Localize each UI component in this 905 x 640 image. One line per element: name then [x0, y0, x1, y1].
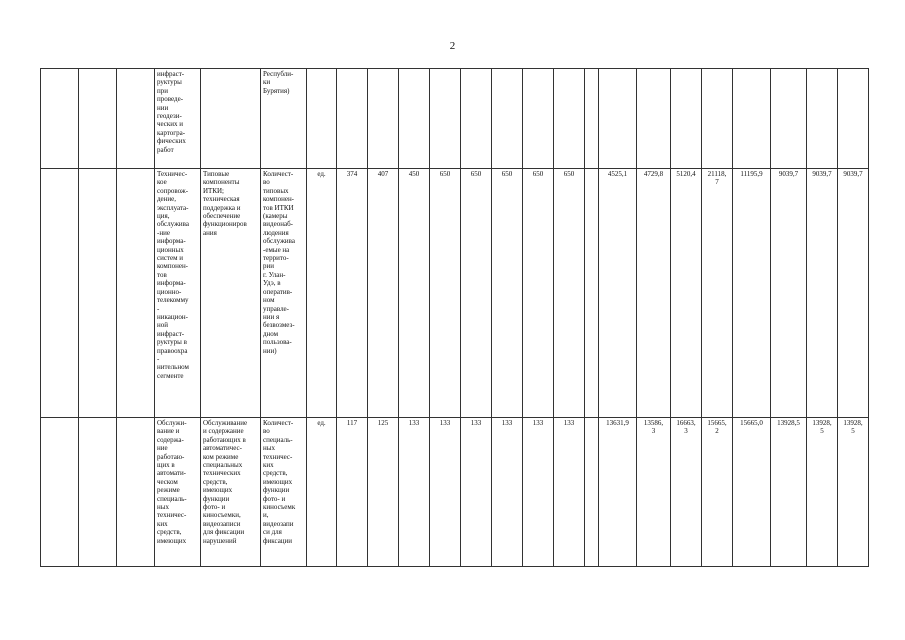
- value-cell: 13928, 5: [838, 418, 869, 567]
- value-cell: [585, 418, 599, 567]
- value-cell: [637, 69, 671, 169]
- empty-cell: [41, 169, 79, 418]
- value-cell: 4729,8: [637, 169, 671, 418]
- value-cell: [585, 69, 599, 169]
- value-cell: [702, 69, 733, 169]
- indicator-name-cell: Количест- во типовых компонен- тов ИТКИ (камеры видеонаб- людения обслужива -емые на террито- рии г. Улан- Удэ, в оператив- ном управле- нии я безвозмез- дном пользова- нии): [261, 169, 307, 418]
- value-cell: [733, 69, 771, 169]
- table-row: [41, 69, 869, 169]
- value-cell: 9039,7: [838, 169, 869, 418]
- value-cell: 117: [337, 418, 368, 567]
- value-cell: 5120,4: [671, 169, 702, 418]
- value-cell: 11195,9: [733, 169, 771, 418]
- empty-cell: [79, 169, 117, 418]
- value-cell: 9039,7: [771, 169, 807, 418]
- value-cell: [399, 69, 430, 169]
- value-cell: 13928, 5: [807, 418, 838, 567]
- indicator-name-cell: Количест- во специаль- ных техничес- ких средств, имеющих функции фото- и киносъемк и, видеозапи си для фиксации: [261, 418, 307, 567]
- empty-cell: [79, 418, 117, 567]
- page-number: 2: [449, 40, 456, 52]
- value-cell: [368, 69, 399, 169]
- value-cell: 650: [461, 169, 492, 418]
- empty-cell: [117, 418, 155, 567]
- activity-name-cell: инфраст- руктуры при проведе- нии геодези- ческих и картогра- фических работ: [155, 69, 201, 169]
- empty-cell: [41, 69, 79, 169]
- value-cell: 133: [554, 418, 585, 567]
- value-cell: [838, 69, 869, 169]
- empty-cell: [117, 69, 155, 169]
- value-cell: [554, 69, 585, 169]
- value-cell: 13586, 3: [637, 418, 671, 567]
- value-cell: 133: [492, 418, 523, 567]
- value-cell: 13928,5: [771, 418, 807, 567]
- value-cell: 133: [461, 418, 492, 567]
- empty-cell: [79, 69, 117, 169]
- empty-cell: [117, 169, 155, 418]
- value-cell: 9039,7: [807, 169, 838, 418]
- value-cell: 133: [430, 418, 461, 567]
- value-cell: 13631,9: [599, 418, 637, 567]
- value-cell: [771, 69, 807, 169]
- table-row: [41, 169, 869, 418]
- value-cell: [807, 69, 838, 169]
- value-cell: 407: [368, 169, 399, 418]
- value-cell: [337, 69, 368, 169]
- value-cell: 650: [430, 169, 461, 418]
- value-cell: 15665,0: [733, 418, 771, 567]
- value-cell: 133: [523, 418, 554, 567]
- value-cell: 450: [399, 169, 430, 418]
- value-cell: 650: [492, 169, 523, 418]
- value-cell: 133: [399, 418, 430, 567]
- value-cell: [492, 69, 523, 169]
- value-cell: 15665, 2: [702, 418, 733, 567]
- value-cell: 650: [523, 169, 554, 418]
- empty-cell: [41, 418, 79, 567]
- service-name-cell: Обслуживание и содержание работающих в автоматичес- ком режиме специальных технических средств, имеющих функции фото- и киносъемки, видеозаписи для фиксации нарушений: [201, 418, 261, 567]
- value-cell: 4525,1: [599, 169, 637, 418]
- table-row: [41, 418, 869, 567]
- value-cell: 21118, 7: [702, 169, 733, 418]
- value-cell: [523, 69, 554, 169]
- value-cell: [599, 69, 637, 169]
- unit-cell: ед.: [307, 418, 337, 567]
- unit-cell: ед.: [307, 169, 337, 418]
- unit-cell: [307, 69, 337, 169]
- activity-name-cell: Техничес- кое сопровож- дение, эксплуата- ция, обслужива -ние информа- ционных систем и компонен- тов информа- ционно- телекомму - никацион- ной инфраст- руктуры в правоохра - нительном сегменте: [155, 169, 201, 418]
- activity-name-cell: Обслужи- вание и содержа- ние работаю- щих в автомати- ческом режиме специаль- ных техничес- ких средств, имеющих: [155, 418, 201, 567]
- value-cell: [585, 169, 599, 418]
- indicator-name-cell: Республи- ки Бурятия): [261, 69, 307, 169]
- value-cell: [461, 69, 492, 169]
- service-name-cell: Типовые компоненты ИТКИ; техническая поддержка и обеспечение функциониров ания: [201, 169, 261, 418]
- value-cell: 16663, 3: [671, 418, 702, 567]
- budget-table: [40, 68, 869, 567]
- value-cell: [430, 69, 461, 169]
- value-cell: 650: [554, 169, 585, 418]
- value-cell: [671, 69, 702, 169]
- service-name-cell: [201, 69, 261, 169]
- value-cell: 125: [368, 418, 399, 567]
- value-cell: 374: [337, 169, 368, 418]
